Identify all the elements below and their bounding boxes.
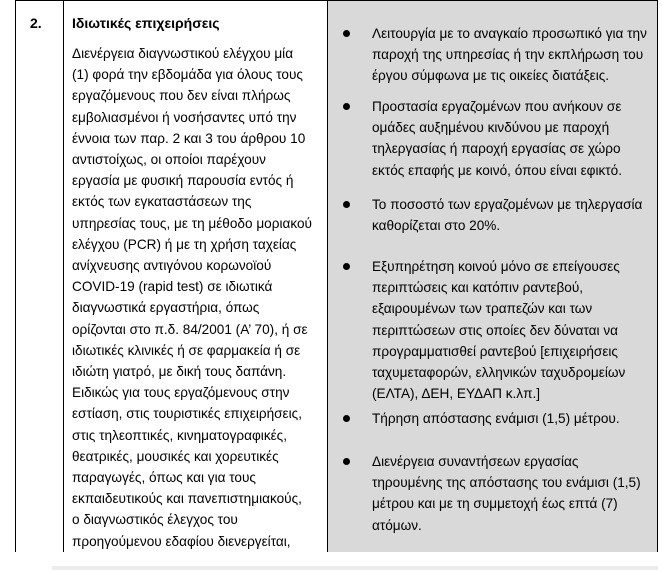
- measure-text: [372, 96, 622, 181]
- description-line: εκπαιδευτικούς και πανεπιστημιακούς,: [72, 491, 302, 507]
- measure-line: καθορίζεται στο 20%.: [372, 218, 501, 234]
- description-line: ιδιωτικές κλινικές ή σε φαρμακεία ή σε: [72, 342, 301, 358]
- description-line: έννοια των παρ. 2 και 3 του άρθρου 10: [72, 130, 306, 146]
- measure-line: Το ποσοστό των εργαζομένων με τηλεργασία: [372, 197, 643, 212]
- measure-text: [372, 194, 642, 236]
- description-line: ορίζονται στο π.δ. 84/2001 (Α’ 70), ή σε: [72, 321, 308, 337]
- description-line: στις τηλεοπτικές, κινηματογραφικές,: [72, 427, 288, 443]
- measure-line: Προστασία εργαζομένων που ανήκουν σε: [372, 99, 622, 114]
- measure-text: [372, 408, 620, 429]
- description-text: [72, 43, 326, 552]
- row-number: 2.: [30, 15, 42, 31]
- page-footer-divider: [52, 566, 658, 570]
- description-cell: [64, 1, 328, 552]
- measure-line: ταχυμεταφορών, ελληνικών ταχυδρομείων: [372, 365, 626, 381]
- measure-line: περιπτώσεις και κατόπιν ραντεβού,: [372, 280, 584, 296]
- bullet-dot-icon: [343, 458, 350, 465]
- row-number-cell: [16, 1, 64, 552]
- description-line: εκτός των εγκαταστάσεων της: [72, 194, 252, 210]
- description-line: εργαζόμενους που δεν είναι πλήρως: [72, 88, 291, 104]
- description-line: ελέγχου (PCR) ή με τη χρήση ταχείας: [72, 236, 297, 252]
- bullet-dot-icon: [343, 263, 350, 270]
- description-line: ο διαγνωστικός έλεγχος του: [72, 512, 238, 528]
- measure-line: περιπτώσεων στις οποίες δεν δύναται να: [372, 322, 618, 338]
- description-line: εστίαση, στις τουριστικές επιχειρήσεις,: [72, 406, 302, 422]
- measure-line: τηλεργασίας ή παροχή εργασίας σε χώρο: [372, 141, 621, 157]
- description-line: θεατρικές, μουσικές και χορευτικές: [72, 448, 279, 464]
- measure-line: (ΕΛΤΑ), ΔΕΗ, ΕΥΔΑΠ κ.λπ.]: [372, 386, 541, 402]
- bullet-dot-icon: [343, 415, 350, 422]
- measure-line: Εξυπηρέτηση κοινού μόνο σε επείγουσες: [372, 259, 620, 274]
- measure-line: μέτρου και με τη συμμετοχή έως επτά (7): [372, 496, 618, 512]
- measure-line: Λειτουργία με το αναγκαίο προσωπικό για την: [372, 26, 647, 41]
- description-line: (1) φορά την εβδομάδα για όλους τους: [72, 67, 303, 83]
- table-row: [15, 0, 658, 552]
- description-line: αντιστοίχως, οι οποίοι παρέχουν: [72, 152, 266, 168]
- measure-line: ομάδες αυξημένου κινδύνου με παροχή: [372, 120, 610, 136]
- description-line: υπηρεσίας τους, με τη μέθοδο μοριακού: [72, 215, 312, 231]
- measure-line: εξαιρουμένων των τραπεζών και των: [372, 301, 593, 317]
- measure-line: Τήρηση απόστασης ενάμισι (1,5) μέτρου.: [372, 411, 620, 426]
- measure-text: [372, 23, 647, 87]
- description-line: Ειδικώς για τους εργαζόμενους στην: [72, 385, 290, 401]
- description-line: προηγούμενου εδαφίου διενεργείται,: [72, 533, 291, 549]
- description-line: COVID-19 (rapid test) σε ιδιωτικά: [72, 279, 273, 295]
- description-line: ανίχνευσης αντιγόνου κορωνοϊού: [72, 258, 272, 274]
- description-line: εργασία με φυσική παρουσία εντός ή: [72, 173, 294, 189]
- bullet-dot-icon: [343, 201, 350, 208]
- measure-text: [372, 256, 625, 404]
- description-line: ιδιώτη γιατρό, με δική τους δαπάνη.: [72, 364, 287, 380]
- description-line: παραγωγές, όπως και για τους: [72, 470, 256, 486]
- measure-line: τηρουμένης της απόστασης του ενάμισι (1,5): [372, 475, 641, 491]
- description-line: Διενέργεια διαγνωστικού ελέγχου μία: [72, 46, 294, 61]
- description-line: εμβολιασμένοι ή νοσήσαντες υπό την: [72, 109, 297, 125]
- row-title: Ιδιωτικές επιχειρήσεις: [72, 15, 220, 31]
- measure-line: προγραμματισθεί ραντεβού [επιχειρήσεις: [372, 343, 618, 359]
- measure-line: Διενέργεια συναντήσεων εργασίας: [372, 454, 579, 469]
- measure-text: [372, 451, 641, 536]
- bullet-dot-icon: [343, 103, 350, 110]
- measure-line: ατόμων.: [372, 517, 422, 533]
- bullet-dot-icon: [343, 30, 350, 37]
- measures-cell: [328, 1, 657, 552]
- measure-line: παροχή της υπηρεσίας ή την εκπλήρωση του: [372, 47, 644, 63]
- measure-line: έργου σύμφωνα με τις οικείες διατάξεις.: [372, 68, 610, 84]
- description-line: διαγνωστικά εργαστήρια, όπως: [72, 300, 260, 316]
- measure-line: εκτός επαφής με κοινό, όπου είναι εφικτό.: [372, 162, 622, 178]
